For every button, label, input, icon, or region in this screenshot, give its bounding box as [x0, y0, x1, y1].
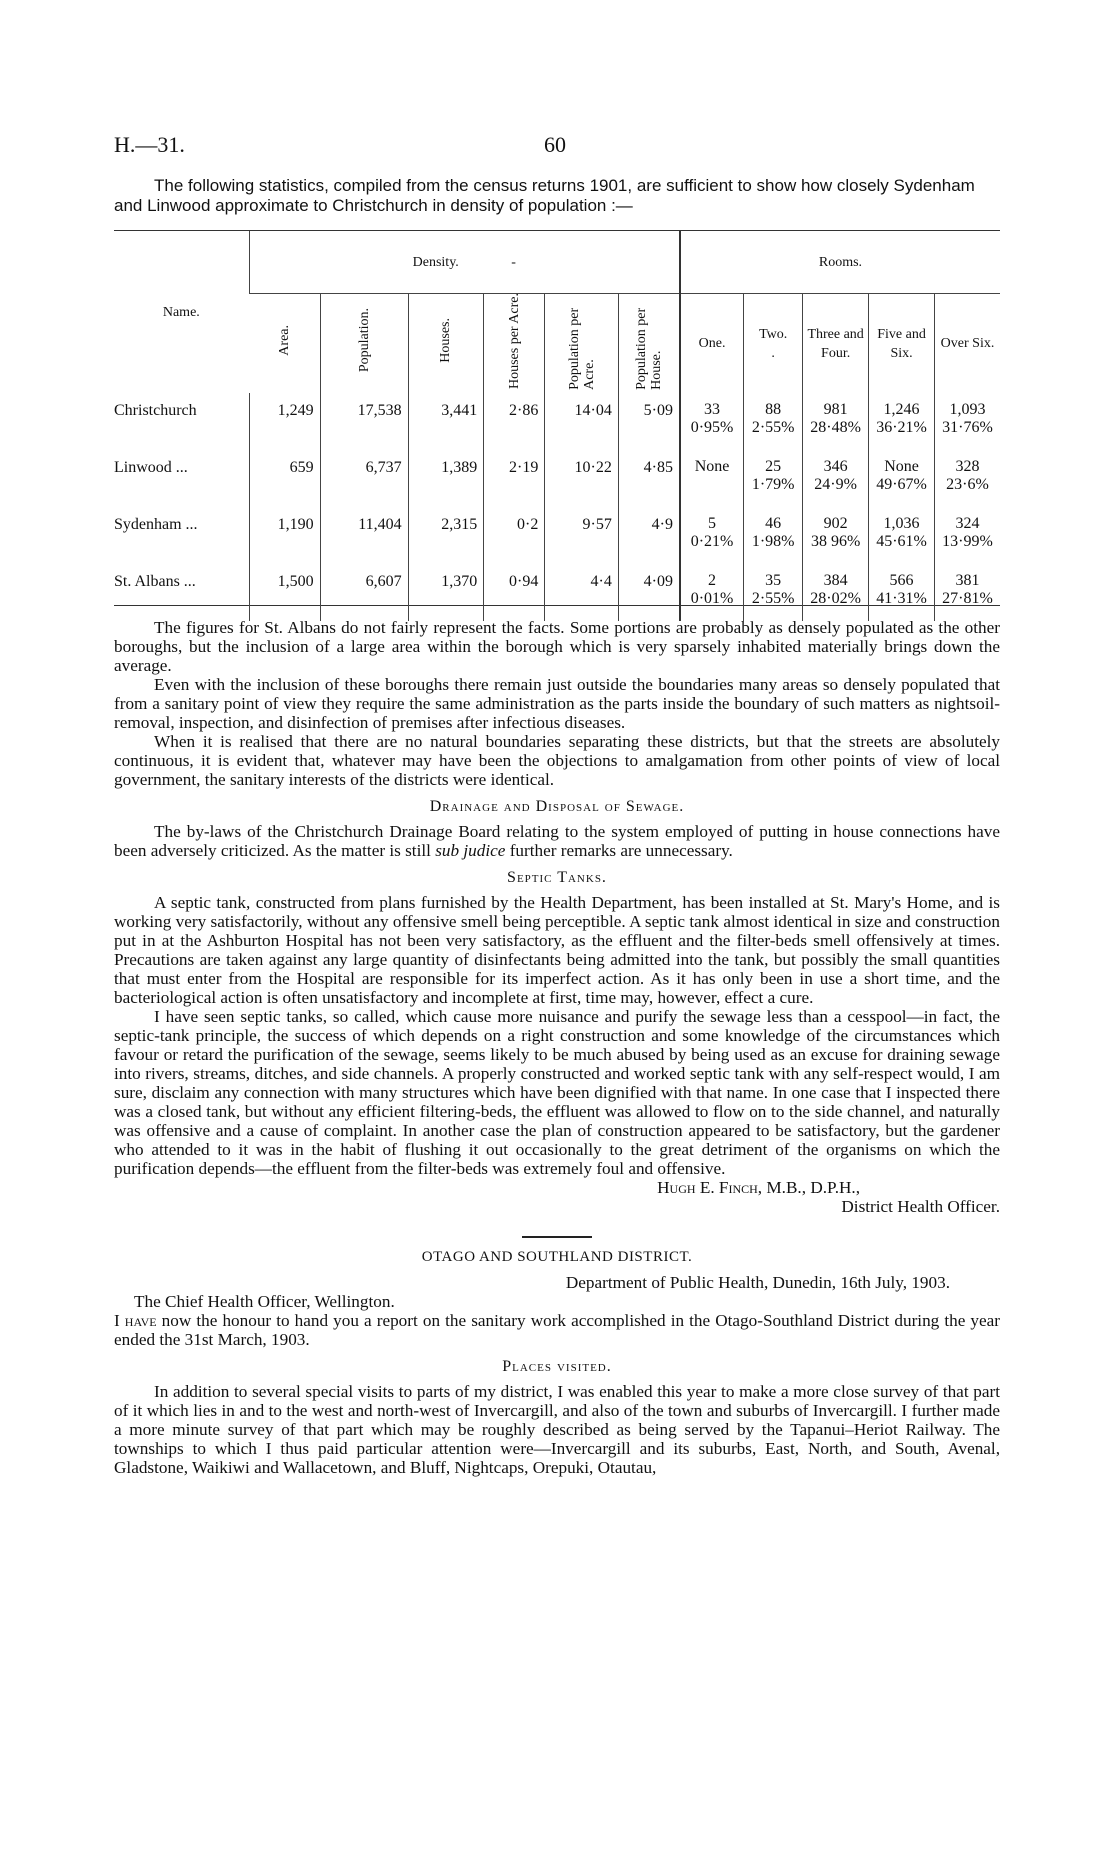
- paragraph: I have seen septic tanks, so called, which cause more nuisance and purify the sewage less than a cesspool—in fact, the septic-tank principle, the success of which depends on a right construction and some knowledge of the circumstances which favour or retard the purification of the sewage, seems likely to be much abused by being used as an excuse for draining sewage into rivers, streams, ditches, and side channels. A properly constructed and worked septic tank with any self-respect would, I am sure, disclaim any connection with many structures which have been dignified with that name. In one case that I inspected there was a closed tank, but without any efficient filtering-beds, the effluent was allowed to flow on to the side channel, and naturally was offensive and a cause of complaint. In another case the plan of construction appeared to be satisfactory, but the gardener who attended to it was in the habit of flushing it out occasionally to the great detriment of the organisms on which the purification depends—the effluent from the filter-beds was extremely foul and offensive.: [114, 1007, 1000, 1178]
- col-houses-header: Houses.: [408, 294, 484, 393]
- cell-population: 11,404: [320, 507, 408, 564]
- report-code: H.—31.: [114, 132, 185, 157]
- cell-three-four: 902 38 96%: [803, 507, 869, 564]
- col-three-four-header: Three and Four.: [803, 294, 869, 393]
- cell-three-four: 346 24·9%: [803, 450, 869, 507]
- cell-houses: 1,389: [408, 450, 484, 507]
- cell-area: 1,500: [249, 564, 320, 621]
- cell-over-six: 1,093 31·76%: [935, 393, 1000, 450]
- paragraph: When it is realised that there are no natural boundaries separating these districts, but that the streets are absolutely continuous, it is evident that, whatever may have been the objections to amalgamation from other points of view of local government, the sanitary interests of the districts were identical.: [114, 732, 1000, 789]
- table-row: [114, 507, 1000, 564]
- cell-one: None: [680, 450, 744, 507]
- cell-five-six: 1,036 45·61%: [869, 507, 935, 564]
- cell-houses-per-acre: 2·19: [484, 450, 545, 507]
- section-heading-drainage: Drainage and Disposal of Sewage.: [429, 798, 685, 815]
- cell-one: 5 0·21%: [680, 507, 744, 564]
- cell-houses: 3,441: [408, 393, 484, 450]
- cell-two: 88 2·55%: [744, 393, 803, 450]
- col-name-header: Name.: [162, 304, 200, 320]
- cell-population-per-acre: 14·04: [545, 393, 619, 450]
- italic-term: sub judice: [435, 841, 506, 860]
- table-row: [114, 564, 1000, 621]
- cell-area: 1,249: [249, 393, 320, 450]
- section-heading-places: Places visited.: [502, 1358, 612, 1375]
- cell-population-per-acre: 4·4: [545, 564, 619, 621]
- cell-two: 25 1·79%: [744, 450, 803, 507]
- rooms-group-header: Rooms.: [680, 231, 1000, 294]
- cell-houses: 2,315: [408, 507, 484, 564]
- cell-three-four: 384 28·02%: [803, 564, 869, 621]
- cell-area: 1,190: [249, 507, 320, 564]
- signature-name: Hugh E. Finch, M.B., D.P.H.,: [657, 1178, 860, 1197]
- density-group-header: Density. -: [249, 231, 680, 294]
- paragraph: Even with the inclusion of these boroughs there remain just outside the boundaries many areas so densely populated that from a sanitary point of view they require the same administration as the parts inside the boundary of such matters as nightsoil-removal, inspection, and disinfection of premises after infectious diseases.: [114, 675, 1000, 732]
- signature-title: District Health Officer.: [841, 1197, 1000, 1216]
- row-name: Linwood ...: [114, 459, 188, 476]
- cell-houses-per-acre: 0·2: [484, 507, 545, 564]
- cell-over-six: 328 23·6%: [935, 450, 1000, 507]
- row-name: Sydenham ...: [114, 516, 198, 533]
- cell-population: 6,737: [320, 450, 408, 507]
- col-over-six-header: Over Six.: [935, 294, 1000, 393]
- col-population-per-house-header: Population per House.: [618, 294, 680, 393]
- page-header: [114, 132, 1000, 162]
- cell-over-six: 324 13·99%: [935, 507, 1000, 564]
- cell-population-per-acre: 10·22: [545, 450, 619, 507]
- cell-population-per-acre: 9·57: [545, 507, 619, 564]
- cell-over-six: 381 27·81%: [935, 564, 1000, 621]
- section-divider: [522, 1236, 592, 1238]
- cell-two: 35 2·55%: [744, 564, 803, 621]
- cell-houses-per-acre: 0·94: [484, 564, 545, 621]
- paragraph: The figures for St. Albans do not fairly represent the facts. Some portions are probably as densely populated as the other boroughs, but the inclusion of a large area within the borough which is very sparsely inhabited materially brings down the average.: [114, 618, 1000, 675]
- cell-population: 17,538: [320, 393, 408, 450]
- cell-area: 659: [249, 450, 320, 507]
- cell-population-per-house: 5·09: [618, 393, 680, 450]
- table-row: [114, 393, 1000, 450]
- report-intro: I have now the honour to hand you a report on the sanitary work accomplished in the Otago-Southland District during the year ended the 31st March, 1903.: [114, 1311, 1000, 1349]
- cell-houses: 1,370: [408, 564, 484, 621]
- intro-paragraph: The following statistics, compiled from the census returns 1901, are sufficient to show how closely Sydenham and Linwood approximate to Christchurch in density of population :—: [114, 176, 975, 215]
- page-body: [114, 176, 1000, 1477]
- signature-block: [114, 1178, 1000, 1216]
- section-heading-otago: OTAGO AND SOUTHLAND DISTRICT.: [421, 1249, 693, 1265]
- col-population-header: Population.: [320, 294, 408, 393]
- addressee-line: The Chief Health Officer, Wellington.: [134, 1292, 395, 1311]
- page-number: 60: [544, 132, 566, 157]
- table-row: [114, 450, 1000, 507]
- cell-population-per-house: 4·9: [618, 507, 680, 564]
- section-heading-septic: Septic Tanks.: [507, 869, 607, 886]
- col-population-per-acre-header: Population per Acre.: [545, 294, 619, 393]
- drainage-paragraph: The by-laws of the Christchurch Drainage Board relating to the system employed of putting in house connections have been adversely criticized. As the matter is still sub judice further remarks are unnecessary.: [114, 822, 1000, 860]
- col-houses-per-acre-header: Houses per Acre.: [484, 294, 545, 393]
- cell-five-six: None 49·67%: [869, 450, 935, 507]
- row-name: St. Albans ...: [114, 573, 196, 590]
- cell-three-four: 981 28·48%: [803, 393, 869, 450]
- cell-five-six: 1,246 36·21%: [869, 393, 935, 450]
- col-area-header: Area.: [249, 294, 320, 393]
- cell-population-per-house: 4·85: [618, 450, 680, 507]
- cell-one: 33 0·95%: [680, 393, 744, 450]
- paragraph: A septic tank, constructed from plans furnished by the Health Department, has been installed at St. Mary's Home, and is working very satisfactorily, without any offensive smell being perceptible. A septic tank almost identical in size and construction put in at the Ashburton Hospital has not been very satisfactory, as the effluent and the filter-beds smell offensively at times. Precautions are taken against any large quantity of disinfectants being admitted into the tank, but possibly the small quantities that must enter from the Hospital are responsible for its imperfect action. As it has only been in use a short time, and the bacteriological action is often unsatisfactory and incomplete at first, time may, however, effect a cure.: [114, 893, 1000, 1007]
- col-five-six-header: Five and Six.: [869, 294, 935, 393]
- department-line: Department of Public Health, Dunedin, 16th July, 1903.: [565, 1273, 950, 1292]
- col-one-header: One.: [680, 294, 744, 393]
- col-two-header: Two. .: [744, 294, 803, 393]
- statistics-table: [114, 230, 1000, 606]
- cell-five-six: 566 41·31%: [869, 564, 935, 621]
- places-paragraph: In addition to several special visits to parts of my district, I was enabled this year to make a more close survey of that part of it which lies in and to the west and north-west of Invercargill, and also of the town and suburbs of Invercargill. I further made a more minute survey of that part which may be roughly described as being served by the Tapanui–Heriot Railway. The townships to which I thus paid particular attention were—Invercargill and its suburbs, East, North, and South, Avenal, Gladstone, Waikiwi and Wallacetown, and Bluff, Nightcaps, Orepuki, Otautau,: [114, 1382, 1000, 1477]
- cell-population-per-house: 4·09: [618, 564, 680, 621]
- cell-two: 46 1·98%: [744, 507, 803, 564]
- cell-population: 6,607: [320, 564, 408, 621]
- row-name: Christchurch: [114, 402, 197, 419]
- cell-houses-per-acre: 2·86: [484, 393, 545, 450]
- cell-one: 2 0·01%: [680, 564, 744, 621]
